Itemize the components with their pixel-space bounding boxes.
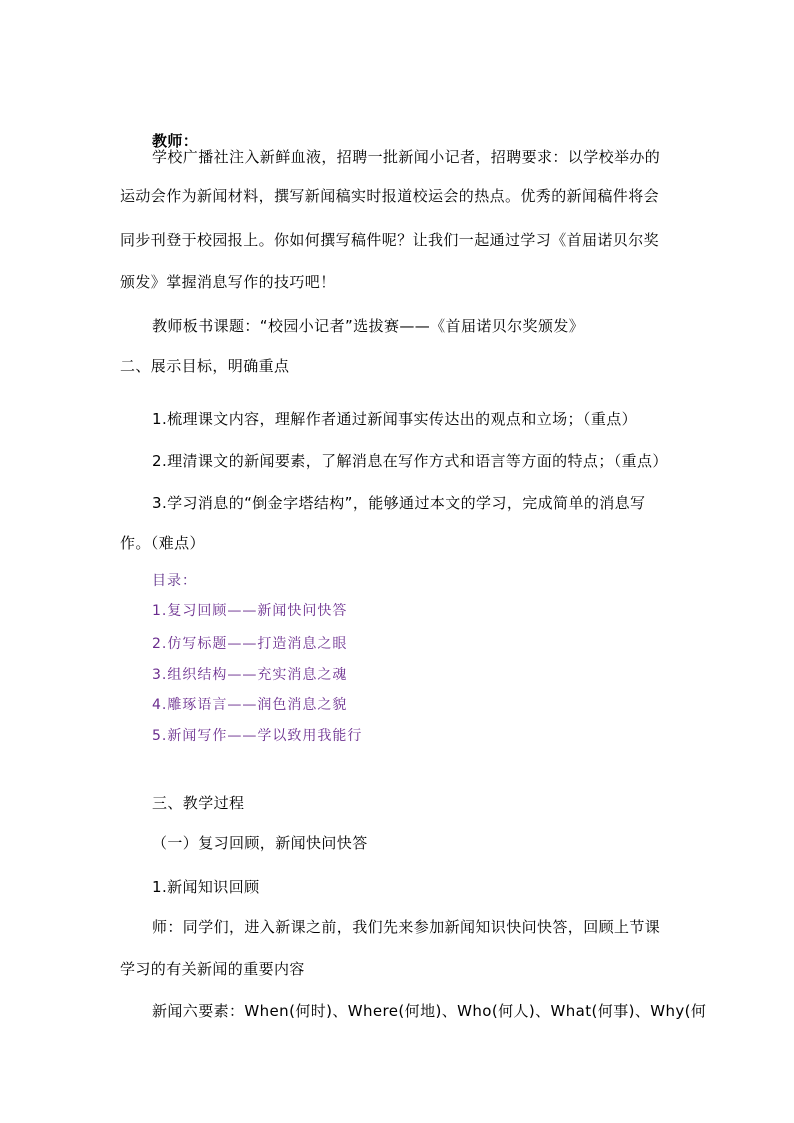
toc-item-number: 3. (152, 667, 168, 683)
toc-item (152, 601, 347, 621)
subsection-1-item: 1.新闻知识回顾 (152, 878, 260, 896)
intro-line-1: 学校广播社注入新鲜血液，招聘一批新闻小记者，招聘要求：以学校举办的 (152, 148, 661, 166)
intro-line-3: 同步刊登于校园报上。你如何撰写稿件呢？让我们一起通过学习《首届诺贝尔奖 (120, 231, 660, 249)
toc-item-text: 组织结构——充实消息之魂 (167, 667, 348, 683)
section-3-heading: 三、教学过程 (152, 794, 245, 812)
six-elements-line: 新闻六要素：When(何时)、Where(何地)、Who(何人)、What(何事)、Why(何 (152, 1002, 707, 1020)
teacher-label: 教师： (152, 132, 199, 150)
intro-line-2: 运动会作为新闻材料，撰写新闻稿实时报道校运会的热点。优秀的新闻稿件将会 (120, 187, 660, 205)
toc-item-number: 2. (152, 636, 168, 652)
toc-item (152, 695, 347, 715)
toc-item-number: 4. (152, 697, 168, 713)
subsection-1-heading: （一）复习回顾，新闻快问快答 (152, 834, 368, 852)
toc-item-text: 雕琢语言——润色消息之貌 (167, 697, 348, 713)
toc-item-text: 仿写标题——打造消息之眼 (167, 636, 348, 652)
goal-2: 2.理清课文的新闻要素，了解消息在写作方式和语言等方面的特点；（重点） (152, 452, 668, 470)
toc-item-text: 新闻写作——学以致用我能行 (167, 728, 363, 744)
intro-line-4: 颁发》掌握消息写作的技巧吧！ (120, 273, 336, 291)
board-title: 教师板书课题：“校园小记者”选拔赛——《首届诺贝尔奖颁发》 (152, 317, 585, 335)
toc-item-number: 1. (152, 603, 168, 619)
teacher-speech-line-2: 学习的有关新闻的重要内容 (120, 960, 305, 978)
toc-item (152, 634, 347, 654)
section-2-heading: 二、展示目标，明确重点 (120, 357, 290, 375)
toc-item (152, 665, 347, 685)
toc-title: 目录： (152, 573, 197, 589)
teacher-speech-line-1: 师：同学们，进入新课之前，我们先来参加新闻知识快问快答，回顾上节课 (152, 918, 661, 936)
toc-item-text: 复习回顾——新闻快问快答 (167, 603, 348, 619)
toc-item (152, 726, 362, 746)
toc-item-number: 5. (152, 728, 168, 744)
goal-3-continued: 作。（难点） (120, 534, 205, 552)
goal-1: 1.梳理课文内容，理解作者通过新闻事实传达出的观点和立场；（重点） (152, 410, 638, 428)
goal-3: 3.学习消息的“倒金字塔结构”，能够通过本文的学习，完成简单的消息写 (152, 494, 646, 512)
